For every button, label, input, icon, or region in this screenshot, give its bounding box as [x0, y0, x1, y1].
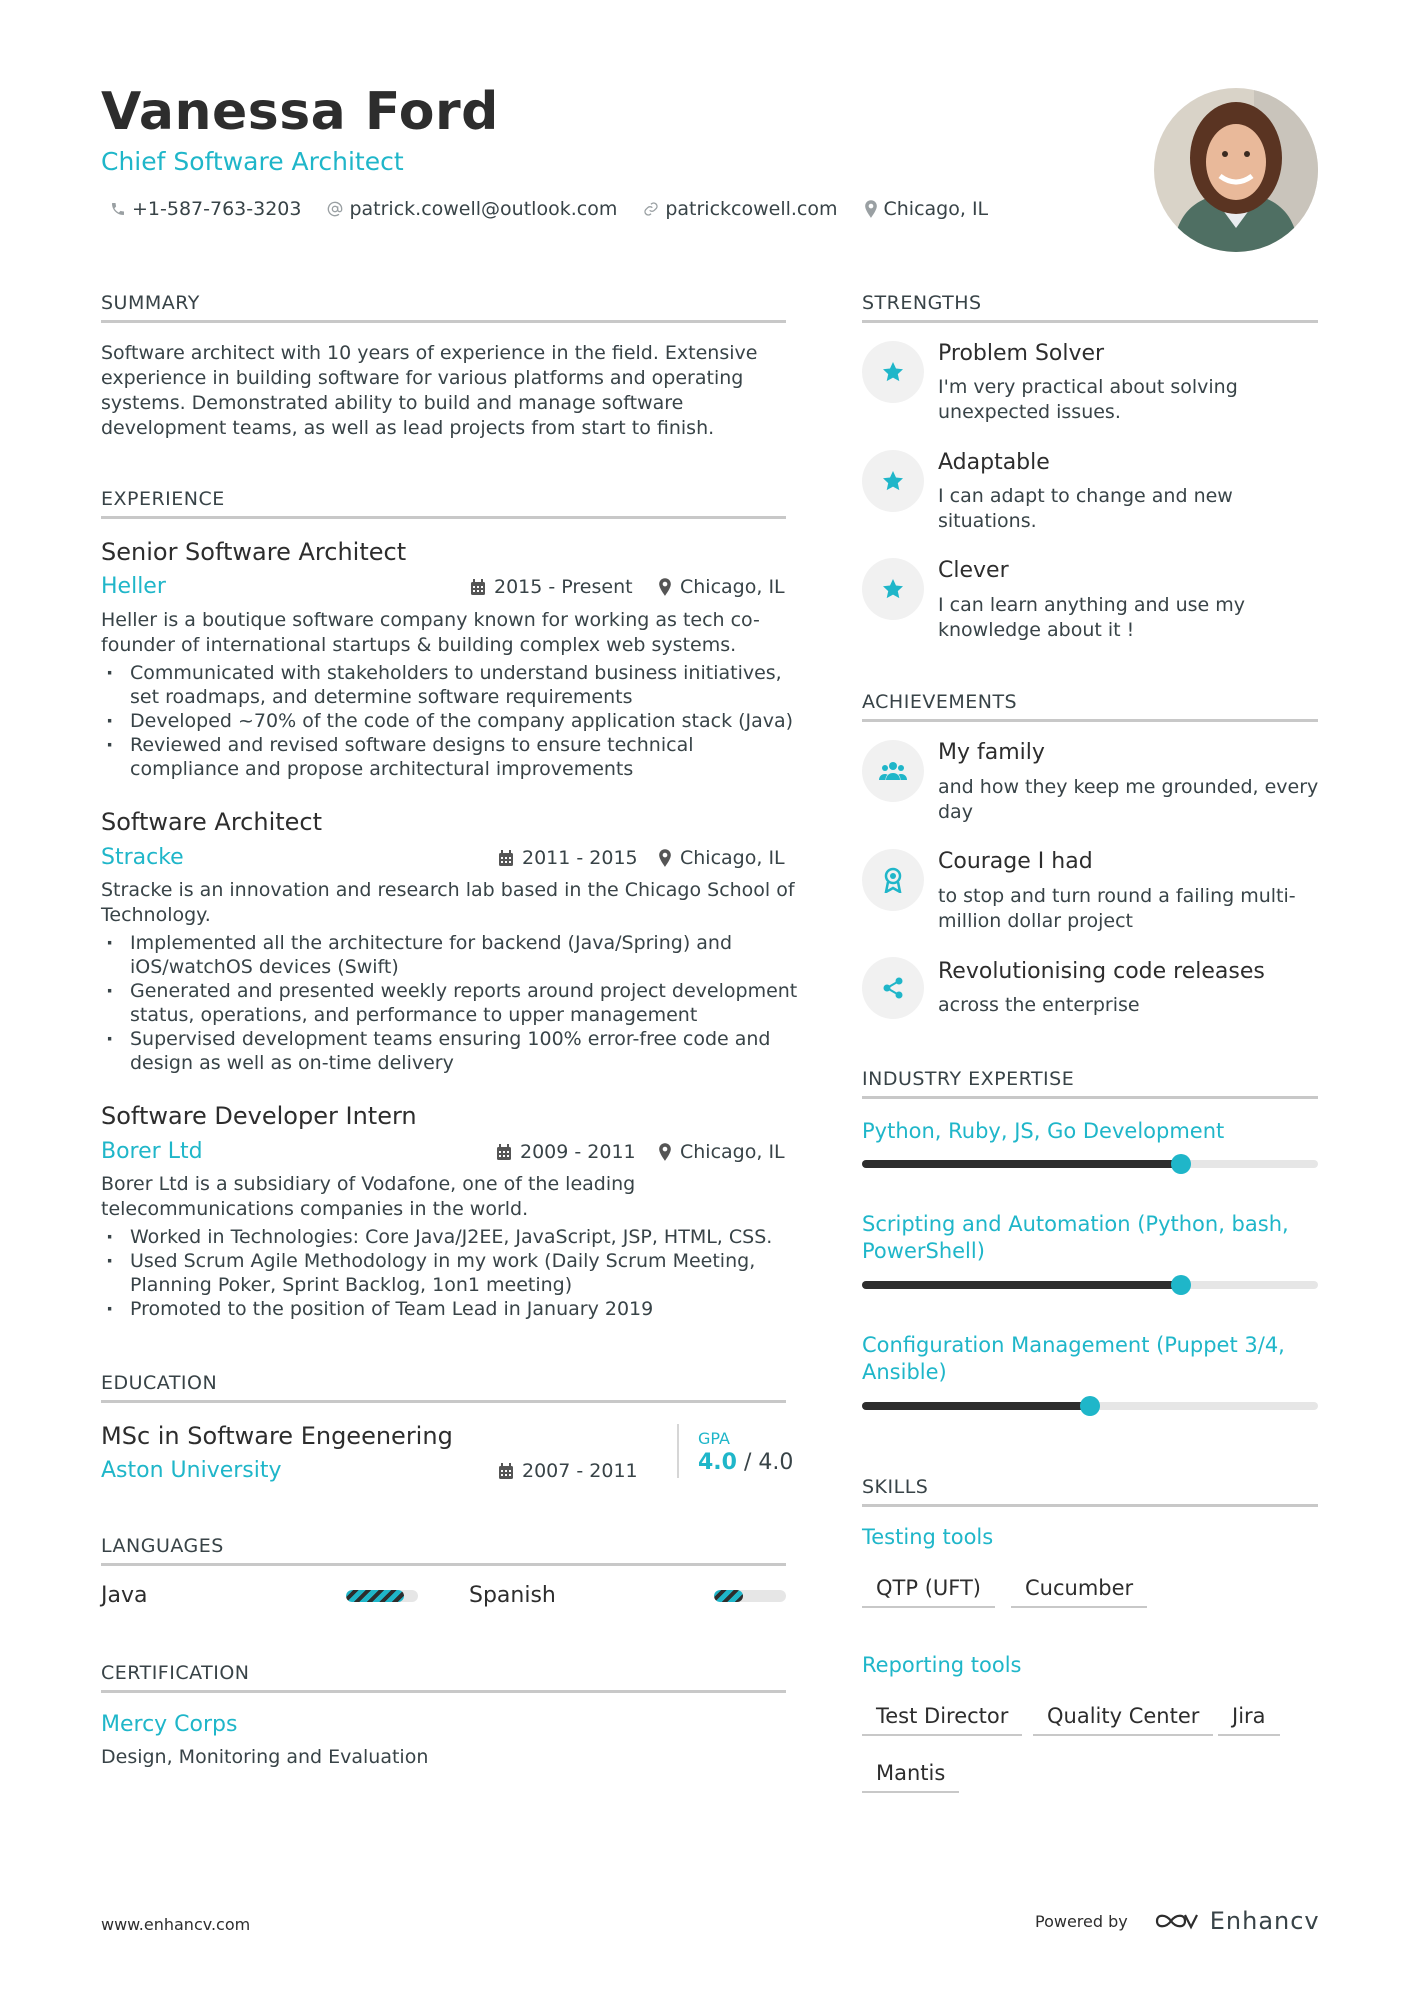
- job-company[interactable]: Stracke: [101, 845, 184, 870]
- skill-group-name: Testing tools: [862, 1525, 994, 1549]
- expertise-label: Scripting and Automation (Python, bash, PowerShell): [862, 1212, 1289, 1263]
- education-section-title: EDUCATION: [101, 1372, 786, 1403]
- star-icon: [881, 577, 905, 601]
- strength-description: I'm very practical about solving unexpected issues.: [938, 376, 1238, 423]
- job-company[interactable]: Heller: [101, 574, 166, 599]
- expertise-label: Python, Ruby, JS, Go Development: [862, 1119, 1225, 1143]
- expertise-bar: [862, 1402, 1318, 1410]
- skill-group-name: Reporting tools: [862, 1653, 1022, 1677]
- job-dates-text: 2009 - 2011: [520, 1141, 636, 1163]
- language-level-bar: [714, 1590, 786, 1602]
- job-bullet: · Worked in Technologies: Core Java/J2EE, JavaScript, JSP, HTML, CSS.: [101, 1225, 801, 1249]
- job-location-text: Chicago, IL: [680, 847, 785, 869]
- languages-section-title: LANGUAGES: [101, 1535, 786, 1566]
- strength-icon-wrap: [862, 558, 924, 620]
- job-location: [658, 576, 785, 598]
- job-dates-text: 2015 - Present: [494, 576, 633, 598]
- achievement-title: My family: [938, 740, 1045, 765]
- summary-line: systems. Demonstrated ability to build and manage software: [101, 392, 684, 414]
- language-name: Java: [101, 1583, 148, 1608]
- skill-tag: Cucumber: [1011, 1576, 1147, 1608]
- gpa-max: 4.0: [758, 1450, 794, 1475]
- job-bullet: · Used Scrum Agile Methodology in my work (Daily Scrum Meeting, Planning Poker, Sprint Backlog, 1on1 meeting): [101, 1249, 801, 1297]
- contact-location: [864, 198, 989, 220]
- gpa-value: 4.0: [698, 1450, 737, 1475]
- skill-tag: Mantis: [862, 1761, 959, 1793]
- at-icon: [327, 201, 343, 217]
- job-dates: [496, 1141, 636, 1163]
- expertise-bar: [862, 1160, 1318, 1168]
- job-description-line: Heller is a boutique software company known for working as tech co-: [101, 609, 760, 631]
- job-description: [101, 1172, 801, 1222]
- phone-text: +1-587-763-3203: [132, 198, 302, 220]
- job-bullets: [101, 931, 801, 1075]
- job-location: [658, 1141, 785, 1163]
- website-text: patrickcowell.com: [665, 198, 838, 220]
- job-description-line: telecommunications companies in the world.: [101, 1198, 529, 1220]
- education-dates-text: 2007 - 2011: [522, 1460, 638, 1482]
- candidate-name: Vanessa Ford: [101, 82, 499, 142]
- strength-description: I can learn anything and use my knowledge about it !: [938, 594, 1246, 641]
- certification-section-title: CERTIFICATION: [101, 1662, 786, 1693]
- summary-line: experience in building software for various platforms and operating: [101, 367, 744, 389]
- job-dates: [470, 576, 633, 598]
- job-location-text: Chicago, IL: [680, 576, 785, 598]
- skill-tag: QTP (UFT): [862, 1576, 995, 1608]
- strengths-section-title: STRENGTHS: [862, 292, 1318, 323]
- achievement-description: and how they keep me grounded, every day: [938, 776, 1319, 823]
- expertise-bar-knob: [1171, 1154, 1191, 1174]
- calendar-icon: [498, 1463, 514, 1480]
- strength-title: Adaptable: [938, 450, 1050, 475]
- calendar-icon: [496, 1144, 512, 1161]
- achievement-title: Revolutionising code releases: [938, 959, 1265, 984]
- job-dates: [498, 847, 638, 869]
- link-icon: [643, 201, 659, 217]
- location-pin-icon: [658, 578, 672, 596]
- job-description: [101, 878, 801, 928]
- gpa-divider: [677, 1424, 679, 1478]
- job-description-line: Borer Ltd is a subsidiary of Vodafone, one of the leading: [101, 1173, 636, 1195]
- job-bullets: [101, 1225, 801, 1321]
- strength-title: Clever: [938, 558, 1009, 583]
- skill-tag: Jira: [1218, 1704, 1280, 1736]
- job-bullet: · Promoted to the position of Team Lead in January 2019: [101, 1297, 801, 1321]
- summary-section-title: SUMMARY: [101, 292, 786, 323]
- contact-email[interactable]: [327, 198, 617, 220]
- degree-title: MSc in Software Engeenering: [101, 1422, 453, 1450]
- expertise-bar-fill: [862, 1160, 1181, 1168]
- achievements-section-title: ACHIEVEMENTS: [862, 691, 1318, 722]
- job-description: [101, 608, 801, 658]
- people-icon: [879, 760, 907, 782]
- gpa-value-row: [698, 1450, 793, 1475]
- achievement-title: Courage I had: [938, 849, 1093, 874]
- job-bullet: · Developed ~70% of the code of the company application stack (Java): [101, 709, 801, 733]
- achievement-description: to stop and turn round a failing multi- million dollar project: [938, 885, 1296, 932]
- expertise-bar: [862, 1281, 1318, 1289]
- language-level-fill: [346, 1590, 404, 1602]
- job-title: Senior Software Architect: [101, 538, 407, 566]
- expertise-bar-knob: [1171, 1275, 1191, 1295]
- job-bullet: · Implemented all the architecture for backend (Java/Spring) and iOS/watchOS devices (Swift): [101, 931, 801, 979]
- profile-photo: [1154, 88, 1318, 252]
- footer-website[interactable]: www.enhancv.com: [101, 1915, 251, 1934]
- job-location: [658, 847, 785, 869]
- location-text: Chicago, IL: [883, 198, 989, 220]
- achievement-description: across the enterprise: [938, 994, 1140, 1016]
- job-bullets: [101, 661, 801, 781]
- school-name[interactable]: Aston University: [101, 1458, 282, 1483]
- gpa-separator: /: [743, 1450, 752, 1475]
- job-bullet: · Supervised development teams ensuring 100% error-free code and design as well as on-time delivery: [101, 1027, 801, 1075]
- summary-text: [101, 341, 801, 441]
- job-bullet: · Generated and presented weekly reports around project development status, operations, and performance to upper management: [101, 979, 801, 1027]
- strength-title: Problem Solver: [938, 341, 1105, 366]
- strength-icon-wrap: [862, 341, 924, 403]
- email-text: patrick.cowell@outlook.com: [349, 198, 618, 220]
- skill-tag: Quality Center: [1033, 1704, 1213, 1736]
- strength-icon-wrap: [862, 450, 924, 512]
- job-dates-text: 2011 - 2015: [522, 847, 638, 869]
- language-level-fill: [714, 1590, 743, 1602]
- contact-phone[interactable]: [110, 198, 301, 220]
- job-description-line: Technology.: [101, 904, 211, 926]
- share-icon: [881, 976, 905, 1000]
- job-company[interactable]: Borer Ltd: [101, 1139, 203, 1164]
- job-bullet: · Reviewed and revised software designs to ensure technical compliance and propose architectural improvements: [101, 733, 801, 781]
- summary-line: development teams, as well as lead projects from start to finish.: [101, 417, 715, 439]
- strength-description: I can adapt to change and new situations.: [938, 485, 1233, 532]
- achievement-icon-wrap: [862, 849, 924, 911]
- expertise-label: Configuration Management (Puppet 3/4, Ansible): [862, 1333, 1285, 1384]
- brand-name: Enhancv: [1209, 1907, 1320, 1935]
- star-icon: [881, 469, 905, 493]
- job-bullet: · Communicated with stakeholders to understand business initiatives, set roadmaps, and determine software requirements: [101, 661, 801, 709]
- achievement-icon-wrap: [862, 740, 924, 802]
- expertise-bar-fill: [862, 1402, 1090, 1410]
- contact-row: [110, 198, 1014, 220]
- certification-name[interactable]: Mercy Corps: [101, 1712, 238, 1737]
- location-pin-icon: [864, 200, 878, 218]
- expertise-section-title: INDUSTRY EXPERTISE: [862, 1068, 1318, 1099]
- gpa-label: GPA: [698, 1429, 730, 1448]
- calendar-icon: [498, 850, 514, 867]
- job-location-text: Chicago, IL: [680, 1141, 785, 1163]
- award-icon: [882, 867, 904, 893]
- language-level-bar: [346, 1590, 418, 1602]
- achievement-icon-wrap: [862, 957, 924, 1019]
- enhancv-logo-icon: [1154, 1910, 1200, 1932]
- expertise-bar-knob: [1080, 1396, 1100, 1416]
- skill-tag: Test Director: [862, 1704, 1022, 1736]
- calendar-icon: [470, 579, 486, 596]
- expertise-bar-fill: [862, 1281, 1181, 1289]
- skills-section-title: SKILLS: [862, 1476, 1318, 1507]
- job-description-line: Stracke is an innovation and research lab based in the Chicago School of: [101, 879, 795, 901]
- job-title: Software Developer Intern: [101, 1102, 417, 1130]
- powered-by-label: Powered by: [1035, 1911, 1128, 1931]
- contact-website[interactable]: [643, 198, 837, 220]
- language-name: Spanish: [469, 1583, 556, 1608]
- education-dates: [498, 1460, 638, 1482]
- footer-powered-by[interactable]: [1035, 1907, 1320, 1935]
- phone-icon: [110, 201, 126, 217]
- star-icon: [881, 360, 905, 384]
- certification-description: Design, Monitoring and Evaluation: [101, 1746, 429, 1768]
- summary-line: Software architect with 10 years of experience in the field. Extensive: [101, 342, 758, 364]
- location-pin-icon: [658, 849, 672, 867]
- candidate-role: Chief Software Architect: [101, 147, 404, 176]
- location-pin-icon: [658, 1143, 672, 1161]
- job-description-line: founder of international startups & building complex web systems.: [101, 634, 737, 656]
- job-title: Software Architect: [101, 808, 323, 836]
- experience-section-title: EXPERIENCE: [101, 488, 786, 519]
